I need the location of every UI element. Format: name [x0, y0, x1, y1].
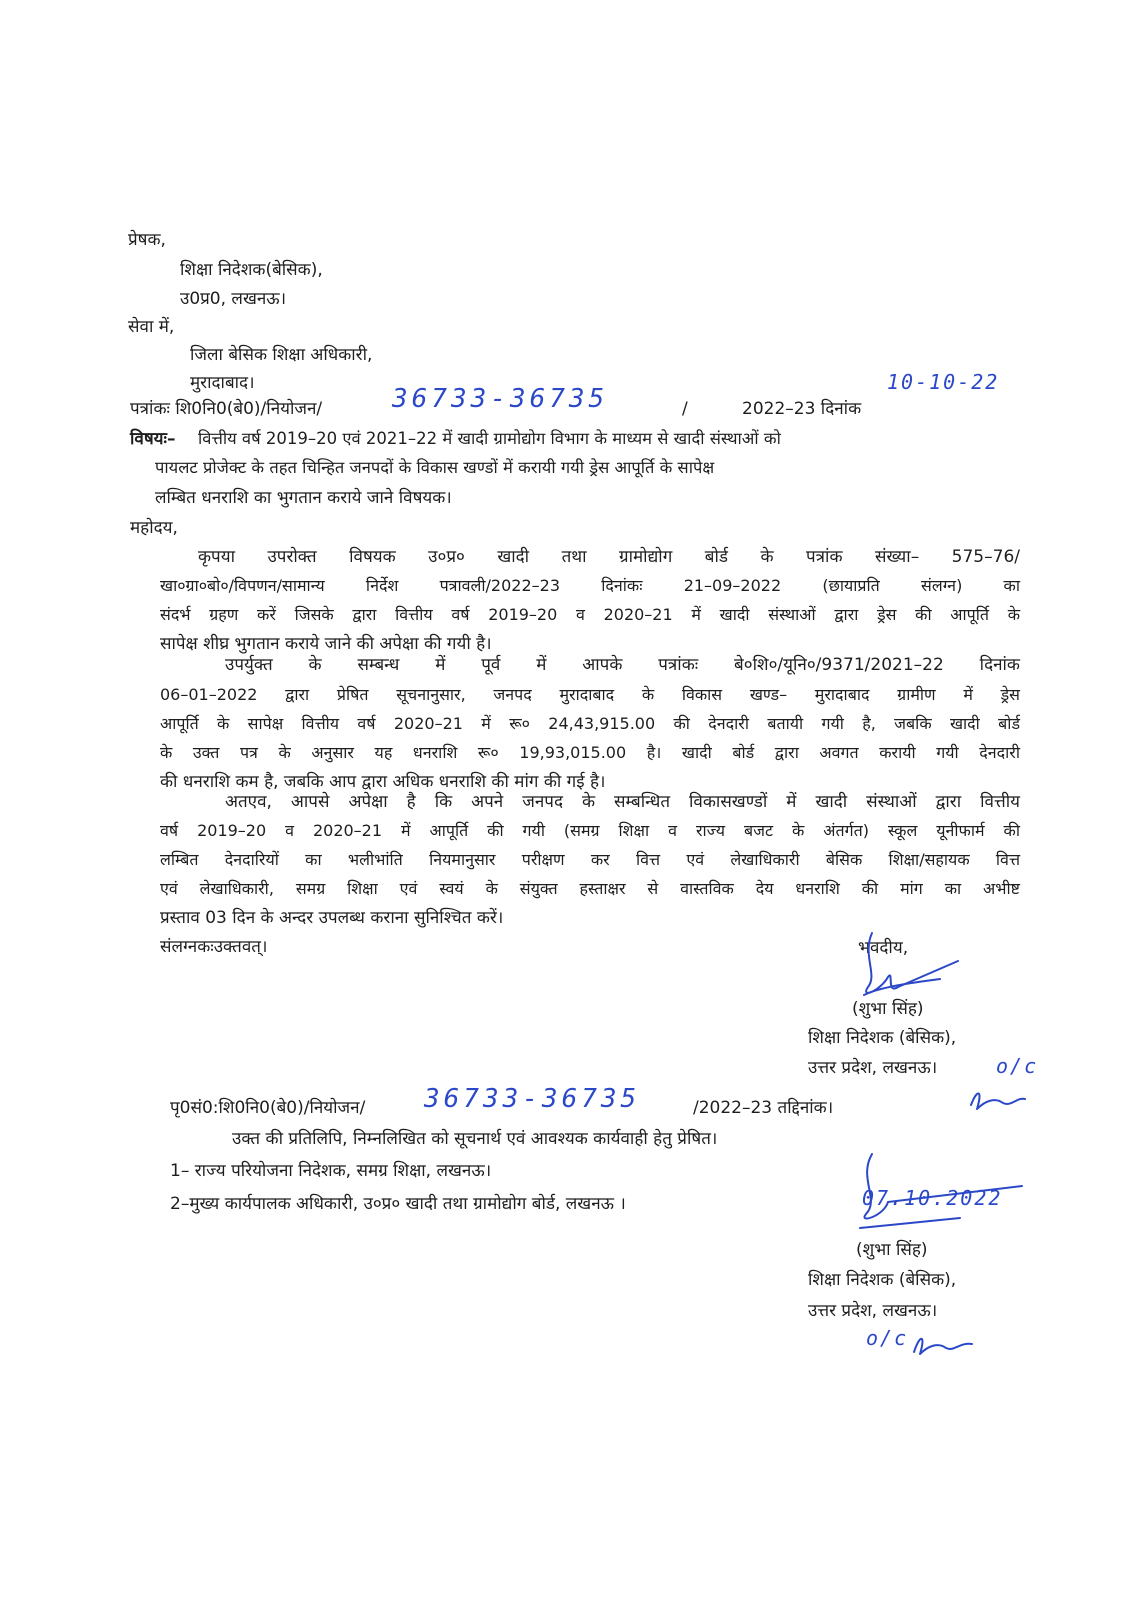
copy-signatory-designation: शिक्षा निदेशक (बेसिक), [808, 1270, 957, 1290]
para3-line: अतएव, आपसे अपेक्षा है कि अपने जनपद के सम्बन्धित विकासखण्डों में खादी संस्थाओं द्वारा वित्तीय [225, 792, 1020, 812]
salutation: महोदय, [130, 518, 178, 538]
subject-line-1: वित्तीय वर्ष 2019–20 एवं 2021–22 में खादी ग्रामोद्योग विभाग के माध्यम से खादी संस्थाओं को [198, 429, 781, 448]
enclosure-note: संलग्नकःउक्तवत्। [160, 937, 268, 957]
para1-line: खा०ग्रा०बो०/विपणन/सामान्य निर्देश पत्रावली/2022–23 दिनांकः 21–09–2022 (छायाप्रति संलग्न) का [160, 576, 1020, 595]
ref-prefix: पत्रांकः शि0नि0(बे0)/नियोजन/ [130, 399, 323, 419]
copy-ref-suffix: /2022–23 तद्दिनांक। [693, 1098, 834, 1118]
subject-label: विषयः– [130, 429, 176, 449]
subject-line-3: लम्बित धनराशि का भुगतान कराये जाने विषयक। [155, 488, 452, 508]
initials-scribble [965, 1085, 1035, 1115]
oc-mark: o/c [996, 1054, 1039, 1078]
subject-line-2: पायलट प्रोजेक्ट के तहत चिन्हित जनपदों के विकास खण्डों में करायी गयी ड्रेस आपूर्ति के सापेक्ष [155, 458, 715, 477]
copy-signatory-place: उत्तर प्रदेश, लखनऊ। [808, 1301, 938, 1321]
closing-bhavdiya: भवदीय, [858, 938, 909, 958]
copy-recipient: 1– राज्य परियोजना निदेशक, समग्र शिक्षा, लखनऊ। [170, 1161, 492, 1181]
para3-line: एवं लेखाधिकारी, समग्र शिक्षा एवं स्वयं के संयुक्त हस्ताक्षर से वास्तविक देय धनराशि की मांग का अभीष्ट [160, 879, 1020, 898]
para2-line: उपर्युक्त के सम्बन्ध में पूर्व में आपके पत्रांकः बे०शि०/यूनि०/9371/2021–22 दिनांक [225, 655, 1020, 675]
para3-line: प्रस्ताव 03 दिन के अन्दर उपलब्ध कराना सुनिश्चित करें। [160, 908, 504, 928]
copy-signatory-name: (शुभा सिंह) [856, 1240, 928, 1260]
copy-recipient: 2–मुख्य कार्यपालक अधिकारी, उ०प्र० खादी तथा ग्रामोद्योग बोर्ड, लखनऊ । [170, 1194, 626, 1214]
copy-intro: उक्त की प्रतिलिपि, निम्नलिखित को सूचनार्थ एवं आवश्यक कार्यवाही हेतु प्रेषित। [232, 1129, 718, 1149]
para2-line: 06–01–2022 द्वारा प्रेषित सूचनानुसार, जनपद मुरादाबाद के विकास खण्ड– मुरादाबाद ग्रामीण में ड्रेस [160, 685, 1020, 704]
para2-line: के उक्त पत्र के अनुसार यह धनराशि रू० 19,93,015.00 है। खादी बोर्ड द्वारा अवगत करायी गयी देनदारी [160, 743, 1020, 762]
sender-label: प्रेषक, [128, 230, 166, 250]
ref-year-date-label: 2022–23 दिनांक [742, 399, 862, 419]
copy-initials-scribble [908, 1330, 978, 1360]
para1-line: सापेक्ष शीघ्र भुगतान कराये जाने की अपेक्षा की गयी है। [160, 634, 492, 654]
para2-line: आपूर्ति के सापेक्ष वित्तीय वर्ष 2020–21 में रू० 24,43,915.00 की देनदारी बतायी गयी है, जबकि खादी बोर्ड [160, 714, 1020, 733]
para3-line: वर्ष 2019–20 व 2020–21 में आपूर्ति की गयी (समग्र शिक्षा व राज्य बजट के अंतर्गत) स्कूल यूनीफार्म की [160, 821, 1020, 840]
recipient-place: मुरादाबाद। [190, 373, 255, 393]
sender-place: उ0प्र0, लखनऊ। [180, 289, 287, 309]
ref-number-handwritten: 36733-36735 [392, 384, 609, 414]
para2-line: की धनराशि कम है, जबकि आप द्वारा अधिक धनराशि की मांग की गई है। [160, 772, 606, 792]
para1-line: संदर्भ ग्रहण करें जिसके द्वारा वित्तीय वर्ष 2019–20 व 2020–21 में खादी संस्थाओं द्वारा ड्रेस की आपूर्ति के [160, 605, 1020, 624]
recipient-designation: जिला बेसिक शिक्षा अधिकारी, [190, 345, 373, 365]
copy-oc-mark: o/c [866, 1326, 909, 1350]
copy-number-handwritten: 36733-36735 [424, 1084, 641, 1114]
signatory-name: (शुभा सिंह) [852, 999, 924, 1019]
signatory-place: उत्तर प्रदेश, लखनऊ। [808, 1058, 938, 1078]
para3-line: लम्बित देनदारियों का भलीभांति नियमानुसार परीक्षण कर वित्त एवं लेखाधिकारी बेसिक शिक्षा/सहायक वित्त [160, 850, 1020, 869]
copy-ref-prefix: पृ0सं0:शि0नि0(बे0)/नियोजन/ [170, 1098, 366, 1118]
para1-line: कृपया उपरोक्त विषयक उ०प्र० खादी तथा ग्रामोद्योग बोर्ड के पत्रांक संख्या– 575–76/ [198, 547, 1020, 567]
copy-signed-date: 07.10.2022 [862, 1186, 1003, 1210]
recipient-label: सेवा में, [128, 317, 175, 337]
sender-designation: शिक्षा निदेशक(बेसिक), [180, 260, 323, 280]
ref-slash: / [682, 399, 688, 419]
signatory-designation: शिक्षा निदेशक (बेसिक), [808, 1028, 957, 1048]
ref-date-handwritten: 10-10-22 [887, 370, 1000, 394]
